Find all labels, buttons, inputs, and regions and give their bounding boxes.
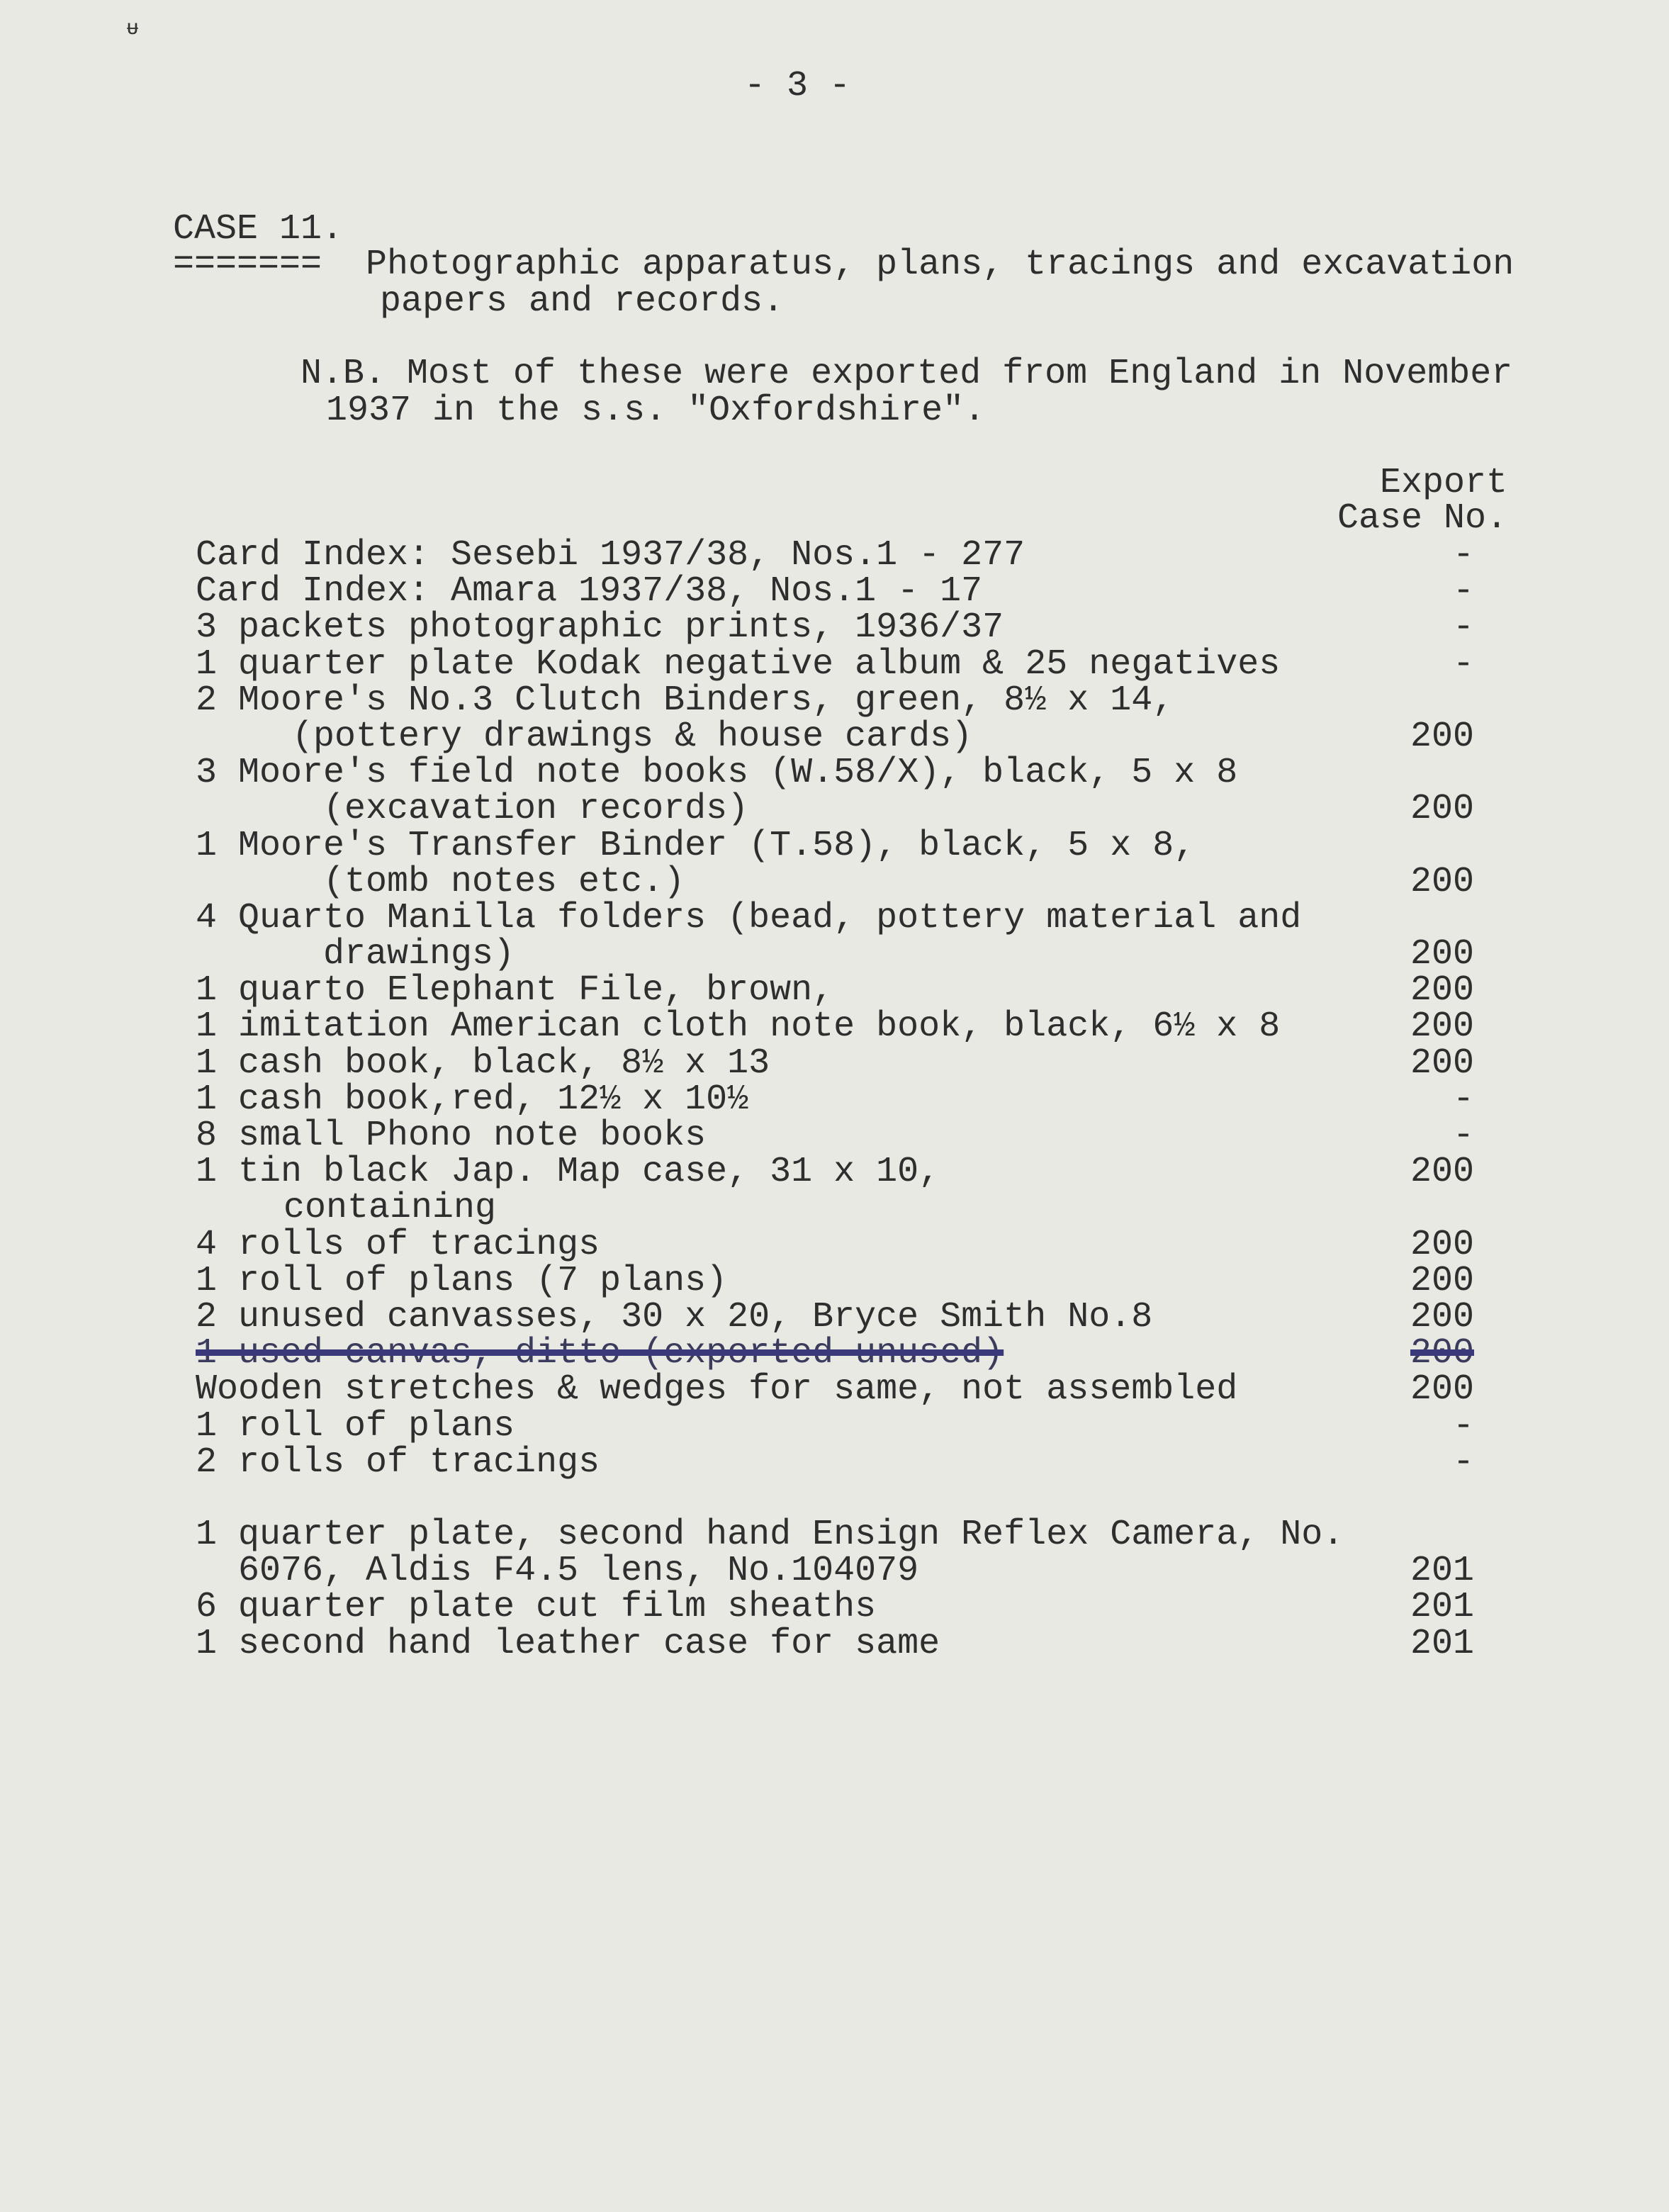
item-description: containing	[283, 1188, 497, 1229]
list-item	[0, 1152, 1669, 1193]
item-description: 4 rolls of tracings	[196, 1224, 600, 1265]
list-item	[0, 573, 1669, 610]
list-item	[0, 1079, 1669, 1120]
note-line-2: 1937 in the s.s. "Oxfordshire".	[326, 391, 986, 431]
list-item	[0, 680, 1669, 721]
list-item-continuation	[0, 934, 1669, 975]
item-case-no: 200	[1410, 1333, 1474, 1374]
item-case-no: -	[1452, 644, 1474, 685]
margin-mark: ᵾ	[126, 17, 140, 41]
item-description: 1 second hand leather case for same	[196, 1623, 940, 1664]
list-item	[0, 646, 1669, 683]
item-case-no: 200	[1410, 716, 1474, 757]
item-description: 3 Moore's field note books (W.58/X), black, 5 x 8	[196, 753, 1238, 794]
item-case-no: -	[1452, 607, 1474, 649]
item-case-no: 200	[1410, 1296, 1474, 1337]
item-description: 8 small Phono note books	[196, 1116, 707, 1156]
item-description: (tomb notes etc.)	[323, 861, 685, 902]
list-item	[0, 1260, 1669, 1301]
item-case-no: -	[1452, 535, 1474, 576]
item-case-no: -	[1452, 571, 1474, 612]
item-description: 1 roll of plans	[196, 1405, 515, 1447]
list-item	[0, 1006, 1669, 1048]
item-description: 1 quarto Elephant File, brown,	[196, 970, 834, 1011]
list-item	[0, 607, 1669, 649]
column-header-export: Export	[1379, 463, 1507, 503]
item-description: 6 quarter plate cut film sheaths	[196, 1587, 877, 1628]
page-number: - 3 -	[744, 66, 851, 106]
list-item	[0, 1623, 1669, 1664]
item-description: (excavation records)	[323, 789, 749, 830]
item-case-no: 200	[1410, 970, 1474, 1011]
item-case-no: 200	[1410, 934, 1474, 975]
item-case-no: -	[1452, 1405, 1474, 1447]
list-item	[0, 1405, 1669, 1447]
list-item-continuation	[0, 716, 1669, 757]
item-description: 1 imitation American cloth note book, black, 6½ x 8	[196, 1006, 1281, 1048]
list-item	[0, 825, 1669, 866]
item-description: (pottery drawings & house cards)	[292, 716, 973, 757]
item-description: 1 quarter plate Kodak negative album & 25 negatives	[196, 644, 1281, 685]
item-description: Card Index: Sesebi 1937/38, Nos.1 - 277	[196, 535, 1025, 576]
item-description: 1 cash book,red, 12½ x 10½	[196, 1079, 749, 1120]
item-description: 1 quarter plate, second hand Ensign Reflex Camera, No.	[196, 1515, 1344, 1556]
item-description: 1 Moore's Transfer Binder (T.58), black, 5 x 8,	[196, 825, 1196, 866]
list-item	[0, 1515, 1669, 1556]
item-description: Card Index: Amara 1937/38, Nos.1 - 17	[196, 571, 983, 612]
list-item	[0, 1587, 1669, 1628]
list-item	[0, 972, 1669, 1009]
item-case-no: 200	[1410, 861, 1474, 902]
case-title-underline: =======	[173, 245, 322, 285]
item-description: 1 tin black Jap. Map case, 31 x 10,	[196, 1152, 940, 1193]
list-item	[0, 1371, 1669, 1408]
item-case-no: 201	[1410, 1551, 1474, 1592]
item-description: 2 unused canvasses, 30 x 20, Bryce Smith No.8	[196, 1296, 1153, 1337]
item-case-no: 200	[1410, 789, 1474, 830]
item-description: Wooden stretches & wedges for same, not assembled	[196, 1369, 1238, 1410]
list-item	[0, 1118, 1669, 1154]
list-item-continuation	[0, 789, 1669, 830]
item-case-no: 201	[1410, 1623, 1474, 1664]
list-item-continuation	[0, 861, 1669, 902]
item-description: 1 roll of plans (7 plans)	[196, 1260, 728, 1301]
list-item-continuation	[0, 1188, 1669, 1229]
list-item-struck-out	[0, 1333, 1669, 1374]
list-item	[0, 1045, 1669, 1082]
subject-line-1: Photographic apparatus, plans, tracings and excavation	[366, 245, 1515, 285]
list-item	[0, 1224, 1669, 1265]
item-description: 4 Quarto Manilla folders (bead, pottery material and	[196, 897, 1302, 938]
note-line-1: N.B. Most of these were exported from England in November	[300, 354, 1513, 394]
item-case-no: -	[1452, 1116, 1474, 1156]
item-case-no: 201	[1410, 1587, 1474, 1628]
list-item	[0, 753, 1669, 794]
list-item	[0, 897, 1669, 938]
list-item	[0, 1444, 1669, 1481]
item-case-no: -	[1452, 1442, 1474, 1483]
item-description: drawings)	[323, 934, 515, 975]
item-description: 1 used canvas, ditto (exported unused)	[196, 1333, 1004, 1374]
item-case-no: 200	[1410, 1224, 1474, 1265]
item-description: 2 rolls of tracings	[196, 1442, 600, 1483]
subject-line-2: papers and records.	[380, 281, 785, 322]
item-description: 1 cash book, black, 8½ x 13	[196, 1043, 770, 1084]
item-description: 2 Moore's No.3 Clutch Binders, green, 8½ x 14,	[196, 680, 1174, 721]
item-case-no: 200	[1410, 1260, 1474, 1301]
item-description: 3 packets photographic prints, 1936/37	[196, 607, 1004, 649]
item-case-no: 200	[1410, 1043, 1474, 1084]
item-list	[0, 537, 1669, 1662]
item-case-no: -	[1452, 1079, 1474, 1120]
item-case-no: 200	[1410, 1006, 1474, 1048]
list-item	[0, 535, 1669, 576]
list-item-continuation	[0, 1551, 1669, 1592]
case-title: CASE 11.	[173, 209, 344, 249]
item-case-no: 200	[1410, 1152, 1474, 1193]
list-item	[0, 1296, 1669, 1337]
item-description: 6076, Aldis F4.5 lens, No.104079	[238, 1551, 919, 1592]
spacer	[0, 1481, 1669, 1517]
column-header-case-no: Case No.	[1337, 498, 1507, 539]
item-case-no: 200	[1410, 1369, 1474, 1410]
